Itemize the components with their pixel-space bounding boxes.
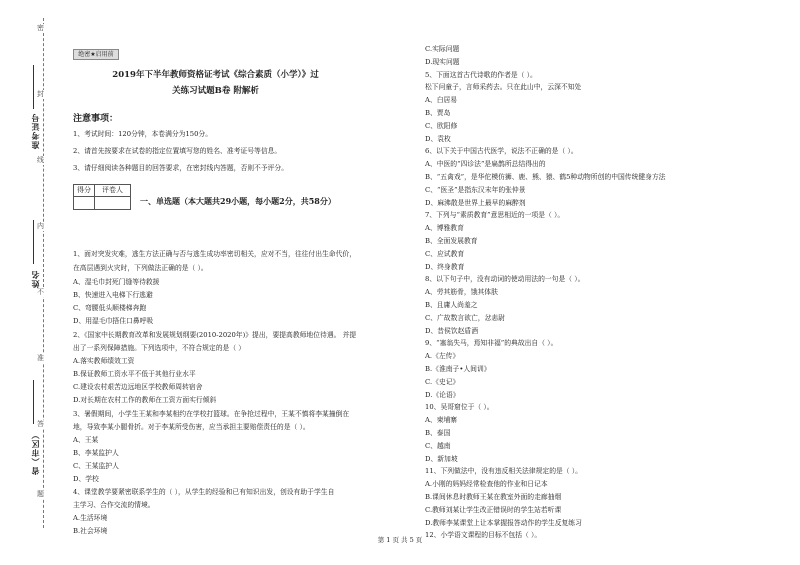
question-line: B、贾岛 [425,109,451,117]
question-line: C.建设农村艰苦边远地区学校教师周转宿舍 [73,383,203,391]
question-line: C.教师刘某让学生改正错误时的学生站若听课 [425,505,562,514]
question-line: 3、暑假期间，小学生王某和李某相约在学校打篮球。在争抢过程中，王某不慎将李某撞倒在 [73,410,350,418]
question-line: 松下问童子，言师采药去。只在此山中，云深不知处 [425,83,582,92]
question-line: A.小刚的妈妈经常检查他的作业和日记本 [425,480,548,489]
question-line: 4、课堂教学要紧密联系学生的（ ），从学生的经验和已有知识出发，创设有助于学生自 [73,488,335,496]
cut-mark: 不 [37,288,44,296]
question-line: 1、面对突发灾难，逃生方法正确与否与逃生成功率密切相关，应对不当，往往付出生命代价， [73,250,356,258]
cut-mark: 题 [37,490,44,498]
note-item: 2、请首先按要求在试卷的指定位置填写您的姓名、准考证号等信息。 [73,147,282,155]
question-line: D、袁枚 [425,134,451,143]
secret-badge: 绝密★启用前 [73,49,119,60]
cut-mark: 密 [37,24,44,32]
question-line: B、“五禽戏”，是华佗模仿狮、鹿、熊、猿、鹤5种动物所创的中国传统健身方法 [425,173,666,181]
score-label: 得分 [74,185,95,197]
question-line: D、学校 [73,475,99,483]
question-line: C、应试教育 [425,249,465,258]
question-line: A.生活环境 [73,514,108,522]
question-line: 5、下面这首古代诗歌的作者是（ ）。 [425,70,537,79]
question-line: A.落实教师绩效工资 [73,357,135,365]
question-line: B、全面发展教育 [425,237,478,245]
question-line: 出了一系列保障措施。下列选项中，不符合规定的是（ ） [73,344,246,352]
question-line: 9、“塞翁失马，焉知非福”的典故出自（ ）。 [425,339,558,348]
question-line: B.社会环境 [73,527,108,535]
question-line: C、广故数言欲亡，忿恚尉 [425,313,505,322]
question-line: A、中医的“四诊法”是扁鹊所总结得出的 [425,160,546,169]
question-line: 7、下列与“素质教育”意思相近的一项是（ ）。 [425,211,565,220]
page-footer: 第 1 页 共 5 页 [377,536,423,544]
question-line: A、白居易 [425,96,458,105]
question-line: A、柬埔寨 [425,416,458,425]
question-line: C、“医圣”是指东汉末年的张仲景 [425,185,526,194]
note-item: 1、考试时间：120分钟，本卷满分为150分。 [73,130,213,138]
question-line: D.教师李某课堂上让本掌握报答动作的学生反复练习 [425,518,582,527]
binding-margin [0,0,62,565]
cut-mark: 答 [37,420,44,428]
question-line: B.保证教师工资水平不低于其他行业水平 [73,370,196,378]
province-label: 省（市区） [30,430,40,475]
question-line: D.《论语》 [425,390,460,399]
question-line: C.《史记》 [425,377,460,386]
question-line: B.课间休息时教师王某在教室外面的走廊抽烟 [425,493,562,501]
question-line: 在高层遇到火灾时，下列做法正确的是（ ）。 [73,264,208,272]
exam-title-line-1: 2019年下半年教师资格证考试《综合素质（小学）》过 [112,70,319,80]
score-divider [94,196,95,209]
cut-mark: 内 [37,222,44,230]
question-line: C.实际问题 [425,45,460,53]
grader-label: 评卷人 [95,185,130,197]
question-line: 11、下列做法中，没有违反相关法律规定的是（ ）。 [425,467,582,476]
cut-mark: 准 [37,354,44,362]
question-line: 2、《国家中长期教育改革和发展规划纲要(2010-2020年)》提出，要提高教师地位待遇。 并提 [73,331,357,339]
question-line: 地，导致李某小腿骨折。对于李某所受伤害，应当承担主要赔偿责任的是（ ）。 [73,423,310,431]
question-line: D、终身教育 [425,262,465,271]
question-line: B.《淮南子•人间训》 [425,365,491,373]
question-line: 6、以下关于中国古代医学，说法不正确的是（ ）。 [425,147,578,156]
section-heading: 一、单选题（本大题共29小题，每小题2分，共58分） [140,196,336,206]
name-label: 姓名 [30,270,40,288]
question-line: 12、小学语文课程的目标不包括（ ）。 [425,531,542,540]
question-line: C、欧阳修 [425,121,458,130]
question-line: B、李某监护人 [73,449,119,457]
question-line: D.现实问题 [425,57,460,66]
cut-mark: 封 [37,90,44,98]
ticket-number-blank [33,65,34,109]
score-box [73,184,131,210]
question-line: D、新加坡 [425,454,458,463]
question-line: B、且庸人尚羞之 [425,301,478,309]
province-blank [33,380,34,424]
question-line: D.对长期在农村工作的教师在工资方面实行倾斜 [73,396,217,404]
question-line: D、用湿毛巾捂住口鼻呼吸 [73,317,154,325]
question-line: 10、吴哥窟位于（ ）。 [425,403,494,412]
notes-heading: 注意事项： [73,114,119,124]
question-line: B、泰国 [425,429,451,437]
note-item: 3、请仔细阅读各种题目的回答要求，在密封线内答题，否则不予评分。 [73,164,289,172]
question-line: A、博雅教育 [425,224,464,233]
question-line: A、湿毛巾封死门缝等待救援 [73,278,160,286]
question-line: 8、以下句子中，没有动词的使动用法的一句是（ ）。 [425,275,585,284]
question-line: D、昔侯饮赵盾酒 [425,326,479,335]
cut-mark: 线 [37,156,44,164]
question-line: A、劳其筋骨，饿其体肤 [425,288,498,297]
question-line: 主学习、合作交流的情境。 [73,501,155,509]
exam-title-line-2: 关练习试题B卷 附解析 [172,86,259,96]
question-line: C、越南 [425,441,451,450]
question-line: A、王某 [73,436,99,444]
name-blank [33,220,34,264]
question-line: A.《左传》 [425,352,460,361]
question-line: C、王某监护人 [73,462,119,470]
question-line: B、快速进入电梯下行逃避 [73,291,153,299]
question-line: D、麻沸散是世界上最早的麻醉剂 [425,198,526,207]
question-line: C、弯腰低头顺楼梯奔跑 [73,304,147,312]
ticket-number-label: 准考证号 [30,113,40,149]
